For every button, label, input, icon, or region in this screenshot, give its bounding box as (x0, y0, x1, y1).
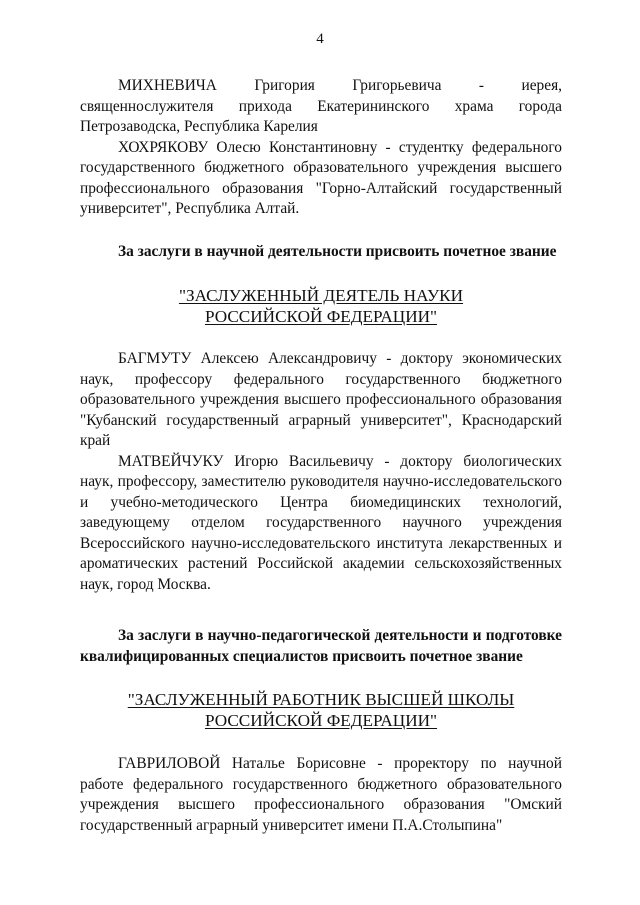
honorary-title-higher-school-line1: "ЗАСЛУЖЕННЫЙ РАБОТНИК ВЫСШЕЙ ШКОЛЫ (127, 690, 515, 709)
award-paragraph-khokhryakova: ХОХРЯКОВУ Олесю Константиновну - студентку федерального государственного бюджетного образовательного учреждения высшего профессионального образования "Горно-Алтайский государственный университет", Республика Алтай. (80, 138, 562, 217)
section-heading-science: За заслуги в научной деятельности присвоить почетное звание (118, 242, 557, 260)
document-body (80, 76, 562, 836)
award-paragraph-matveychuk: МАТВЕЙЧУКУ Игорю Васильевичу - доктору биологических наук, профессору, заместителю руководителя научно-исследовательского и учебно-методического Центра биомедицинских технологий, заведующему отделом государственного научного учреждения Всероссийского научно-исследовательского института лекарственных и ароматических растений Российской академии сельскохозяйственных наук, город Москва. (80, 452, 562, 593)
page-number: 4 (316, 31, 324, 47)
honorary-title-higher-school (80, 689, 562, 731)
honorary-title-higher-school-line2: РОССИЙСКОЙ ФЕДЕРАЦИИ" (204, 711, 438, 730)
award-paragraph-mikhnevich: МИХНЕВИЧА Григория Григорьевича - иерея, священнослужителя прихода Екатерининского храма города Петрозаводска, Республика Карелия (80, 77, 562, 135)
honorary-title-science (80, 285, 562, 327)
honorary-title-science-line1: "ЗАСЛУЖЕННЫЙ ДЕЯТЕЛЬ НАУКИ (178, 286, 464, 305)
award-paragraph-bagmut: БАГМУТУ Алексею Александровичу - доктору экономических наук, профессору федерального государственного бюджетного образовательного учреждения высшего профессионального образования "Кубанский государственный аграрный университет", Краснодарский край (80, 350, 562, 449)
section-heading-higher-school: За заслуги в научно-педагогической деятельности и подготовке квалифицированных специалистов присвоить почетное звание (80, 627, 562, 665)
award-paragraph-gavrilova: ГАВРИЛОВОЙ Наталье Борисовне - проректору по научной работе федерального государственного бюджетного образовательного учреждения высшего профессионального образования "Омский государственный аграрный университет имени П.А.Столыпина" (80, 755, 562, 834)
honorary-title-science-line2: РОССИЙСКОЙ ФЕДЕРАЦИИ" (204, 307, 438, 326)
